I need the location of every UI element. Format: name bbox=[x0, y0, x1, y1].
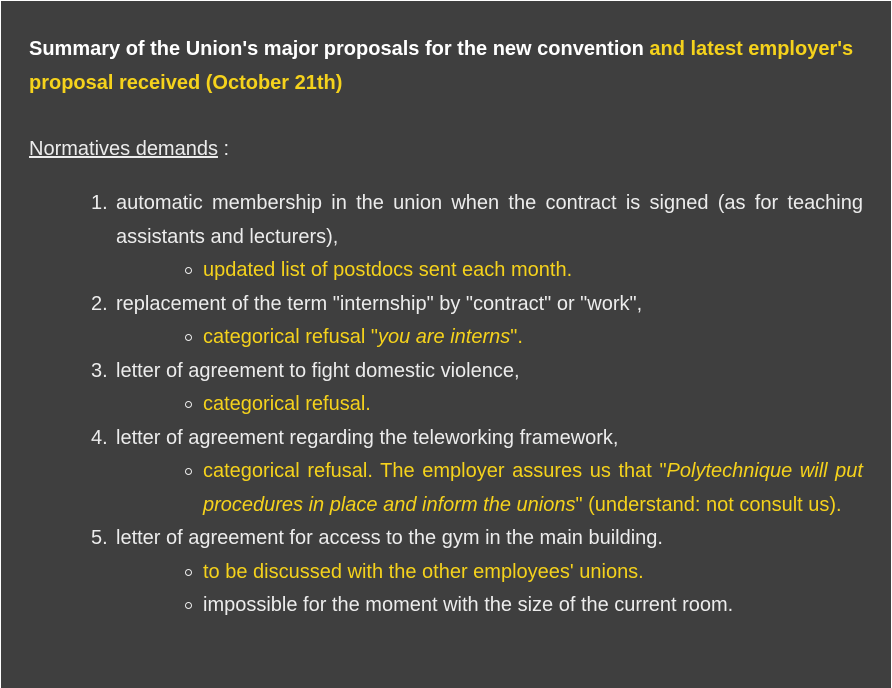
title-highlight: and latest employer's proposal received (October 21th) bbox=[29, 38, 854, 94]
response-item bbox=[203, 254, 863, 288]
page-title bbox=[29, 32, 869, 100]
demand-text: letter of agreement regarding the teleworking framework, bbox=[116, 426, 619, 449]
response-list bbox=[116, 388, 863, 422]
demand-text: letter of agreement to fight domestic violence, bbox=[116, 359, 520, 382]
response-list bbox=[116, 254, 863, 288]
response-list bbox=[116, 321, 863, 355]
content-panel bbox=[1, 1, 891, 688]
response-item bbox=[203, 321, 863, 355]
demand-item-5 bbox=[116, 522, 863, 623]
demand-item-2 bbox=[116, 288, 863, 355]
response-text-pre: categorical refusal " bbox=[203, 326, 378, 348]
response-text-pre: categorical refusal. The employer assures us that " bbox=[203, 460, 667, 482]
section-heading-suffix: : bbox=[217, 138, 230, 160]
demand-text: automatic membership in the union when the contract is signed (as for teaching assistants and lecturers), bbox=[116, 192, 863, 248]
demand-item-1 bbox=[116, 187, 863, 288]
response-text-post: " (understand: not consult us). bbox=[575, 493, 842, 516]
demand-item-3 bbox=[116, 355, 863, 422]
demand-text: letter of agreement for access to the gym in the main building. bbox=[116, 527, 663, 549]
response-item bbox=[203, 589, 863, 623]
title-main: Summary of the Union's major proposals for the new convention bbox=[29, 38, 650, 60]
response-text-post: ". bbox=[510, 326, 523, 348]
demand-text: replacement of the term "internship" by "contract" or "work", bbox=[116, 292, 643, 315]
response-text-emphasis: you are interns bbox=[377, 326, 511, 348]
section-heading-label: Normatives demands bbox=[29, 138, 218, 160]
response-text: to be discussed with the other employees' unions. bbox=[203, 560, 644, 583]
demands-list bbox=[116, 187, 863, 623]
response-item bbox=[203, 455, 863, 522]
section-heading bbox=[29, 132, 229, 166]
response-text: categorical refusal. bbox=[203, 393, 371, 415]
demand-item-4 bbox=[116, 422, 863, 523]
response-text-emphasis: Polytechnique will put procedures in place and inform the unions bbox=[203, 460, 863, 516]
response-list bbox=[116, 455, 863, 522]
response-item bbox=[203, 556, 863, 590]
response-list bbox=[116, 556, 863, 623]
response-text: updated list of postdocs sent each month. bbox=[203, 259, 573, 281]
response-item bbox=[203, 388, 863, 422]
response-text: impossible for the moment with the size of the current room. bbox=[203, 594, 734, 616]
